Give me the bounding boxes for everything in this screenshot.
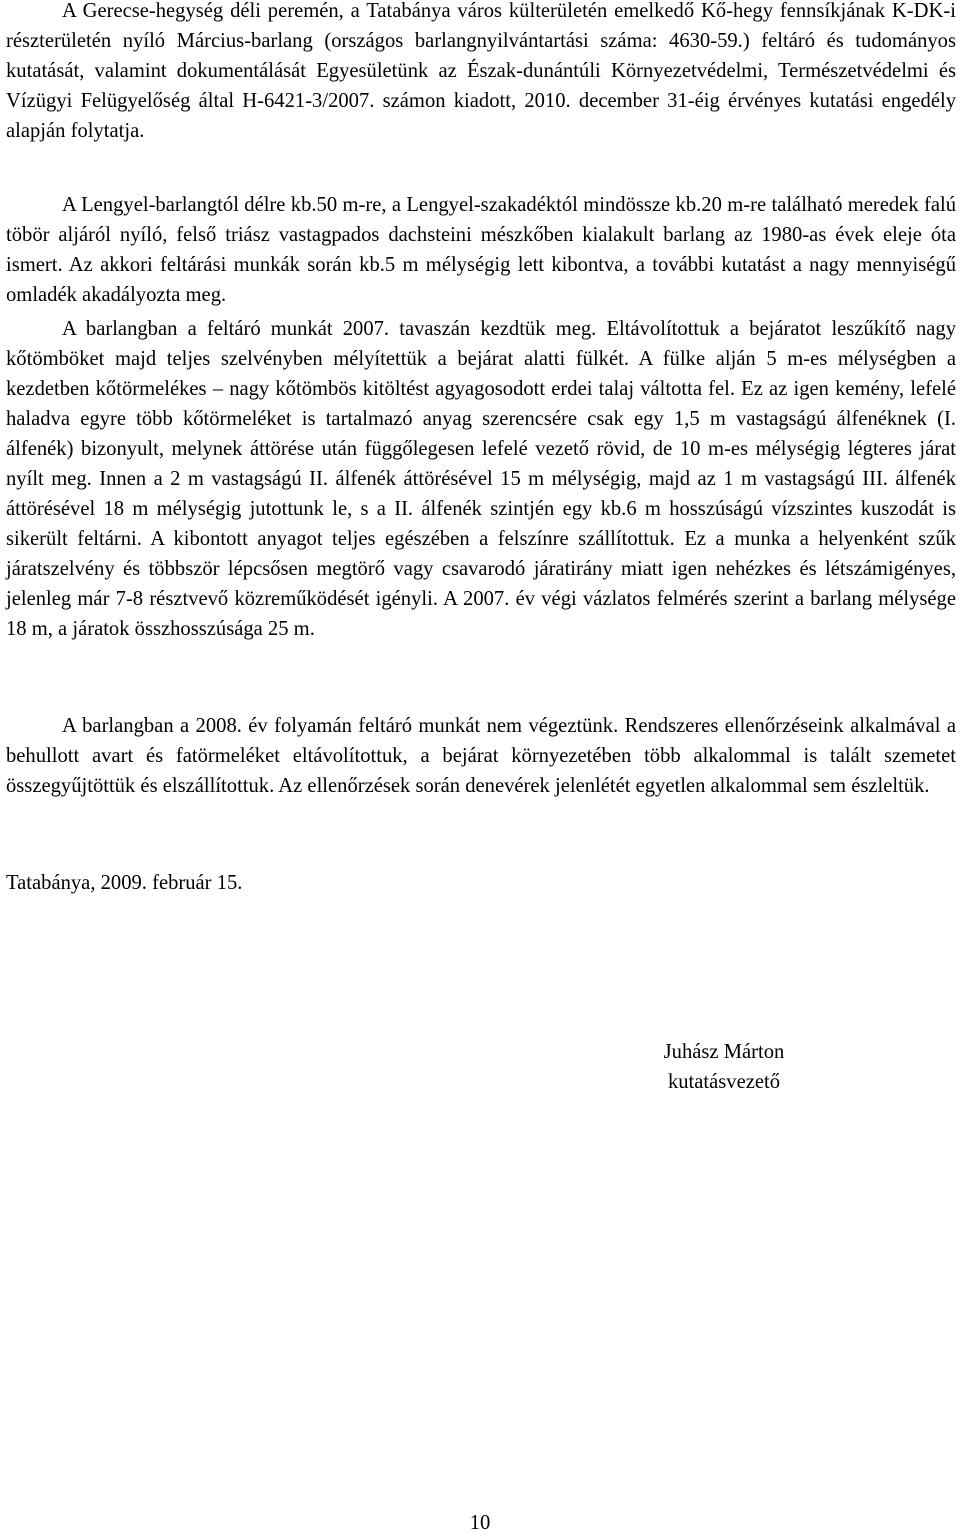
paragraph-2008: A barlangban a 2008. év folyamán feltáró munkát nem végeztünk. Rendszeres ellenőrzéseink alkalmával a behullott avart és fatörmeléket eltávolítottuk, a bejárat környezetében több alkalommal is talált szemetet összegyűjtöttük és elszállítottuk. Az ellenőrzések során denevérek jelenlétét egyetlen alkalommal sem észleltük. bbox=[6, 715, 956, 797]
paragraph-location: A Lengyel-barlangtól délre kb.50 m-re, a Lengyel-szakadéktól mindössze kb.20 m-re található meredek falú töbör aljáról nyíló, felső triász vastagpados dachsteini mészkőben kialakult barlang az 1980-as évek eleje óta ismert. Az akkori feltárási munkák során kb.5 m mélységig lett kibontva, a további kutatást a nagy mennyiségű omladék akadályozta meg. bbox=[6, 194, 956, 306]
paragraph-excavation-2007: A barlangban a feltáró munkát 2007. tavaszán kezdtük meg. Eltávolítottuk a bejáratot leszűkítő nagy kőtömböket majd teljes szelvényben mélyítettük a bejárat alatti fülkét. A fülke alján 5 m-es mélységben a kezdetben kőtörmelékes – nagy kőtömbös kitöltést agyagosodott erdei talaj váltotta fel. Ez az igen kemény, lefelé haladva egyre több kőtörmeléket is tartalmazó anyag szerencsére csak egy 1,5 m vastagságú álfenéknek (I. álfenék) bizonyult, melynek áttörése után függőlegesen lefelé vezető rövid, de 10 m-es mélységig légteres járat nyílt meg. Innen a 2 m vastagságú II. álfenék áttörésével 15 m mélységig, majd az 1 m vastagságú III. álfenék áttörésével 18 m mélységig jutottunk le, s a II. álfenék szintjén egy kb.6 m hosszúságú vízszintes kuszodát is sikerült feltárni. A kibontott anyagot teljes egészében a felszínre szállítottuk. Ez a munka a helyenként szűk járatszelvény és többször lépcsősen megtörő vagy csavarodó járatirány miatt igen nehézkes és létszámigényes, jelenleg már 7-8 résztvevő közreműködését igényli. A 2007. év végi vázlatos felmérés szerint a barlang mélysége 18 m, a járatok összhosszúsága 25 m. bbox=[6, 318, 956, 640]
paragraph-intro: A Gerecse-hegység déli peremén, a Tatabánya város külterületén emelkedő Kő-hegy fennsíkjának K-DK-i részterületén nyíló Március-barlang (országos barlangnyilvántartási száma: 4630-59.) feltáró és tudományos kutatását, valamint dokumentálását Egyesületünk az Észak-dunántúli Környezetvédelmi, Természetvédelmi és Vízügyi Felügyelőség által H-6421-3/2007. számon kiadott, 2010. december 31-éig érvényes kutatási engedély alapján folytatja. bbox=[6, 0, 956, 142]
signature-block bbox=[649, 1037, 799, 1097]
page-number: 10 bbox=[469, 1512, 491, 1534]
signature-title: kutatásvezető bbox=[667, 1071, 781, 1093]
signature-name: Juhász Márton bbox=[663, 1041, 785, 1063]
place-date: Tatabánya, 2009. február 15. bbox=[6, 872, 243, 894]
